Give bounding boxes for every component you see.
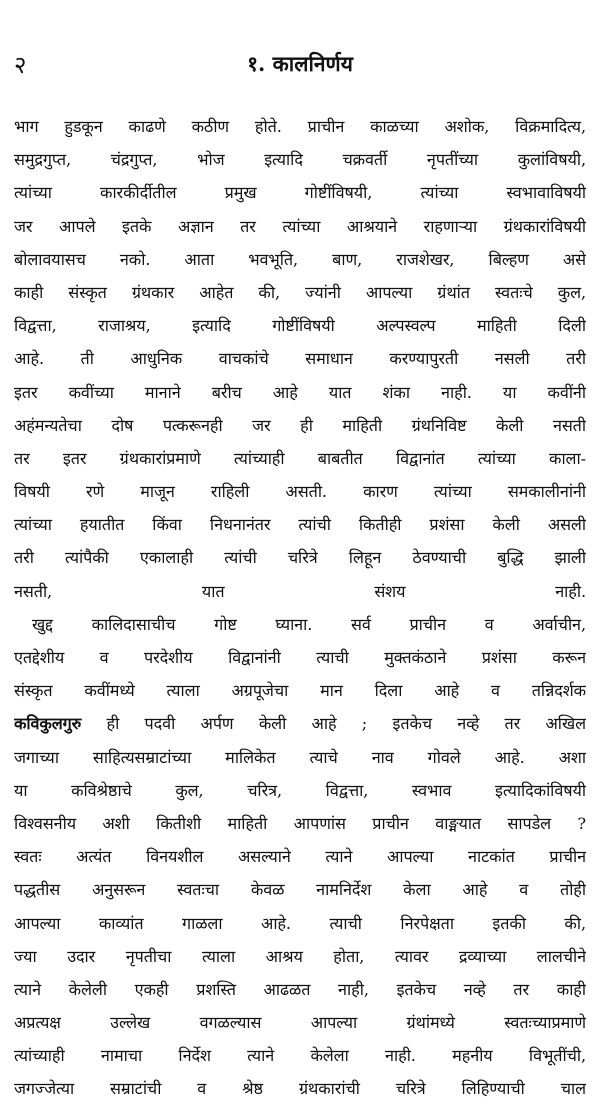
page-header bbox=[14, 48, 586, 88]
text-line: बोलावयासच नको. आता भवभूति, बाण, राजशेखर, बिल्हण असे bbox=[14, 249, 586, 269]
text-line bbox=[14, 707, 586, 740]
text-line: काही संस्कृत ग्रंथकार आहेत की, ज्यांनी आपल्या ग्रंथांत स्वतःचे कुल, bbox=[14, 282, 586, 302]
text-line: संस्कृत कवींमध्ये त्याला अग्रपूजेचा मान दिला आहे व तन्निदर्शक bbox=[14, 681, 586, 701]
paragraph-1 bbox=[14, 110, 586, 608]
text-line: तरी त्यांपैकी एकालाही त्यांची चरित्रे लिहून ठेवण्याची बुद्धि झाली bbox=[14, 548, 586, 568]
text-line: तर इतर ग्रंथकारांप्रमाणे त्यांच्याही बाबतीत विद्वानांत त्यांच्या काला- bbox=[14, 448, 586, 468]
text-line: एतद्देशीय व परदेशीय विद्वानांनी त्याची मुक्तकंठाने प्रशंसा करून bbox=[14, 648, 586, 667]
text-line: त्याने केलेली एकही प्रशस्ति आढळत नाही, इतकेच नव्हे तर काही bbox=[14, 979, 586, 999]
text-line: खुद्द कालिदासाचीच गोष्ट घ्याना. सर्व प्राचीन व अर्वाचीन, bbox=[32, 614, 586, 634]
text-line: विश्वसनीय अशी कितीशी माहिती आपणांस प्राचीन वाङ्मयात सापडेल ? bbox=[14, 813, 586, 833]
text-line: पद्धतीस अनुसरून स्वतःचा केवळ नामनिर्देश केला आहे व तोही bbox=[14, 880, 586, 900]
text-line: विषयी रणे माजून राहिली असती. कारण त्यांच्या समकालीनांनी bbox=[14, 482, 586, 502]
text-line: ज्या उदार नृपतीचा त्याला आश्रय होता, त्यावर द्रव्याच्या लालचीने bbox=[14, 946, 586, 966]
text-line: आपल्या काव्यांत गाळला आहे. त्याची निरपेक्षता इतकी की, bbox=[14, 913, 586, 933]
text-line: इतर कवींच्या मानाने बरीच आहे यात शंका नाही. या कवींनी bbox=[14, 382, 586, 402]
paragraph-2 bbox=[14, 608, 586, 1106]
text-line: त्यांच्या कारकीर्दीतील प्रमुख गोष्टींविषयी, त्यांच्या स्वभावाविषयी bbox=[14, 183, 586, 203]
page-number: २ bbox=[14, 51, 27, 79]
text-line: स्वतः अत्यंत विनयशील असल्याने त्याने आपल्या नाटकांत प्राचीन bbox=[14, 847, 586, 867]
text-line: अप्रत्यक्ष उल्लेख वगळल्यास आपल्या ग्रंथांमध्ये स्वतःच्याप्रमाणे bbox=[14, 1013, 586, 1033]
text-line: विद्वत्ता, राजाश्रय, इत्यादि गोष्टींविषयी अल्पस्वल्प माहिती दिली bbox=[14, 316, 586, 336]
bold-title-term: कविकुलगुरु bbox=[14, 714, 82, 734]
text-line: समुद्रगुप्त, चंद्रगुप्त, भोज इत्यादि चक्रवर्ती नृपतींच्या कुलांविषयी, bbox=[14, 150, 586, 170]
chapter-title: १. कालनिर्णय bbox=[247, 51, 353, 76]
text-line: भाग हुडकून काढणे कठीण होते. प्राचीन काळच्या अशोक, विक्रमादित्य, bbox=[14, 117, 586, 136]
body-text bbox=[14, 110, 586, 1106]
text-line: नसती, यात संशय नाही. bbox=[14, 581, 586, 601]
text-line: त्यांच्या हयातीत किंवा निधनानंतर त्यांची कितीही प्रशंसा केली असली bbox=[14, 515, 586, 535]
text-line: जगाच्या साहित्यसम्राटांच्या मालिकेत त्याचे नाव गोवले आहे. अशा bbox=[14, 747, 586, 767]
text-line: जगज्जेत्या सम्राटांची व श्रेष्ठ ग्रंथकारांची चरित्रे लिहिण्याची चाल bbox=[14, 1079, 586, 1099]
text-line: जर आपले इतके अज्ञान तर त्यांच्या आश्रयाने राहणाऱ्या ग्रंथकारांविषयी bbox=[14, 216, 586, 236]
text-line: आहे. ती आधुनिक वाचकांचे समाधान करण्यापुरती नसली तरी bbox=[14, 349, 586, 369]
text-line: त्यांच्याही नामाचा निर्देश त्याने केलेला नाही. महनीय विभूतींची, bbox=[14, 1046, 586, 1066]
text-line: या कविश्रेष्ठाचे कुल, चरित्र, विद्वत्ता, स्वभाव इत्यादिकांविषयी bbox=[14, 780, 586, 800]
text-line-rest: ही पदवी अर्पण केली आहे ; इतकेच नव्हे तर अखिल bbox=[81, 714, 586, 734]
text-line: अहंमन्यतेचा दोष पत्करूनही जर ही माहिती ग्रंथनिविष्ट केली नसती bbox=[14, 415, 586, 435]
